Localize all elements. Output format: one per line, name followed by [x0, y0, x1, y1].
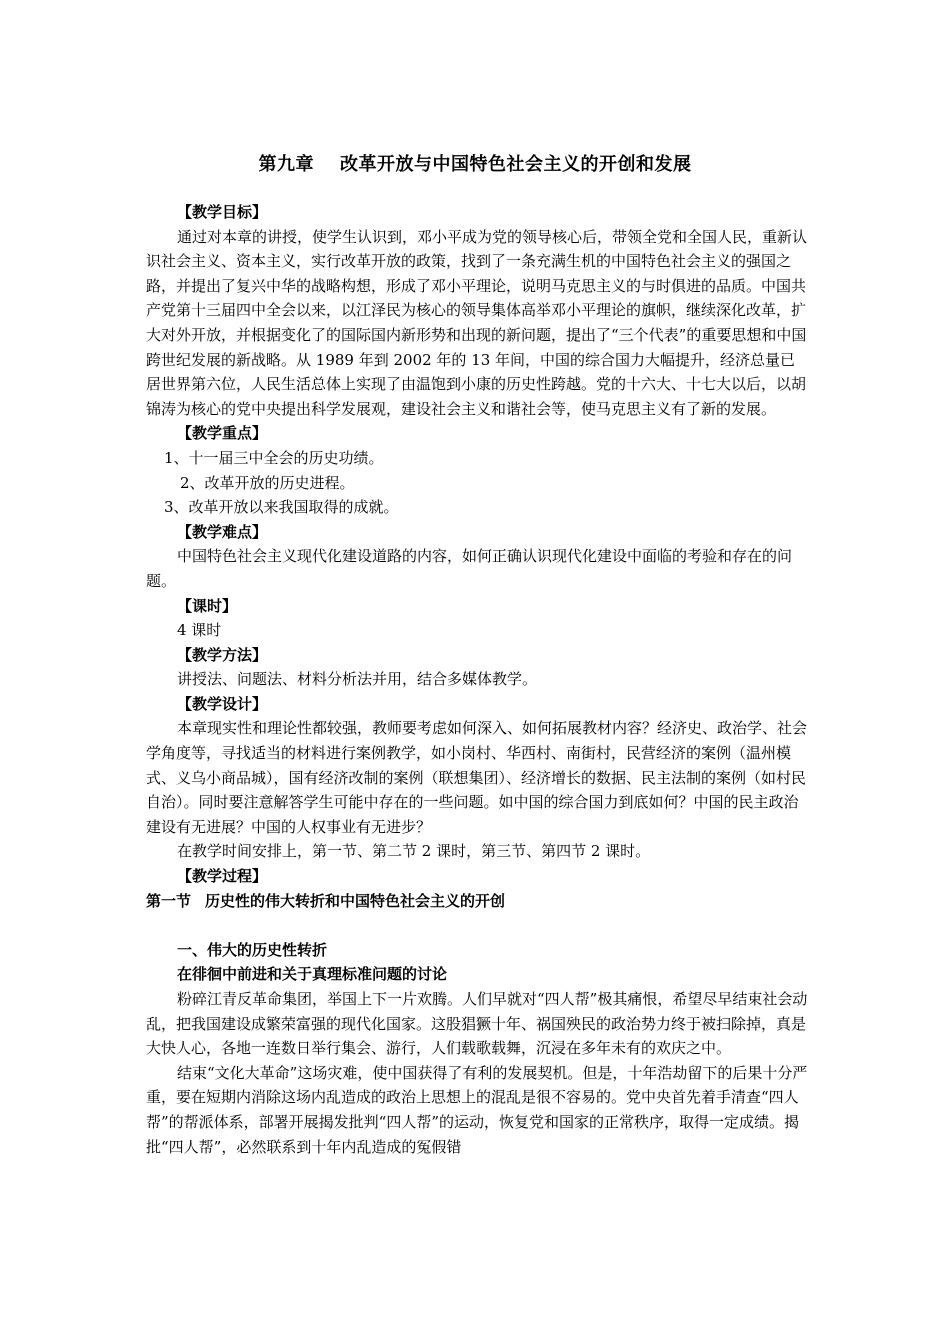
design-paragraph: 本章现实性和理论性都较强，教师要考虑如何深入、如何拓展教材内容？经济史、政治学、社会学角度等，寻找适当的材料进行案例教学，如小岗村、华西村、南街村，民营经济的案例（温州模式、义乌小商品城），国有经济改制的案例（联想集团）、经济增长的数据、民主法制的案例（如村民自治）。同时要注意解答学生可能中存在的一些问题。如中国的综合国力到底如何？中国的民主政治建设有无进展？中国的人权事业有无进步？ [146, 719, 808, 836]
key-point-item: 3、改革开放以来我国取得的成就。 [164, 498, 399, 517]
section-title [146, 889, 810, 914]
section-text: 历史性的伟大转折和中国特色社会主义的开创 [205, 891, 506, 910]
hours-text: 4 课时 [177, 621, 222, 640]
design-paragraph: 在教学时间安排上，第一节、第二节 2 课时，第三节、第四节 2 课时。 [177, 842, 651, 861]
part-heading: 一、伟大的历史性转折 [177, 940, 328, 959]
key-point-item: 2、改革开放的历史进程。 [180, 473, 355, 492]
part-subheading: 在徘徊中前进和关于真理标准问题的讨论 [177, 965, 448, 984]
blank-line [146, 913, 810, 938]
key-points-heading: 【教学重点】 [177, 424, 268, 443]
methods-heading: 【教学方法】 [177, 645, 268, 664]
methods-text: 讲授法、问题法、材料分析法并用，结合多媒体教学。 [177, 670, 538, 689]
body-paragraph: 结束“文化大革命”这场灾难，使中国获得了有利的发展契机。但是，十年浩劫留下的后果十分严重，要在短期内消除这场内乱造成的政治上思想上的混乱是很不容易的。党中央首先着手清查“四人帮”的帮派体系，部署开展揭发批判“四人帮”的运动，恢复党和国家的正常秩序，取得一定成绩。揭批“四人帮”，必然联系到十年内乱造成的冤假错 [146, 1063, 808, 1156]
section-label: 第一节 [146, 891, 192, 910]
difficulties-text: 中国特色社会主义现代化建设道路的内容，如何正确认识现代化建设中面临的考验和存在的问题。 [146, 547, 793, 590]
document-body [146, 200, 810, 1159]
key-point-item: 1、十一届三中全会的历史功绩。 [164, 448, 384, 467]
objectives-text: 通过对本章的讲授，使学生认识到，邓小平成为党的领导核心后，带领全党和全国人民，重新认识社会主义、资本主义，实行改革开放的政策，找到了一条充满生机的中国特色社会主义的强国之路，并提出了复兴中华的战略构想，形成了邓小平理论，说明马克思主义的与时俱进的品质。中国共产党第十三届四中全会以来，以江泽民为核心的领导集体高举邓小平理论的旗帜，继续深化改革，扩大对外开放，并根据变化了的国际国内新形势和出现的新问题，提出了“三个代表”的重要思想和中国跨世纪发展的新战略。从 1989 年到 2002 年的 13 年间，中国的综合国力大幅提升，经济总量已居世界第六位，人民生活总体上实现了由温饱到小康的历史性跨越。党的十六大、十七大以后，以胡锦涛为核心的党中央提出科学发展观，建设社会主义和谐社会等，使马克思主义有了新的发展。 [146, 227, 808, 418]
body-paragraph: 粉碎江青反革命集团，举国上下一片欢腾。人们早就对“四人帮”极其痛恨，希望尽早结束社会动乱，把我国建设成繁荣富强的现代化国家。这股猖獗十年、祸国殃民的政治势力终于被扫除掉，真是大快人心，各地一连数日举行集会、游行，人们载歌载舞，沉浸在多年未有的欢庆之中。 [146, 990, 808, 1058]
objectives-heading: 【教学目标】 [177, 203, 268, 221]
chapter-label: 第九章 [258, 154, 314, 175]
page-title [0, 150, 950, 176]
hours-heading: 【课时】 [177, 596, 238, 615]
difficulties-heading: 【教学难点】 [177, 522, 268, 541]
process-heading: 【教学过程】 [177, 867, 268, 886]
chapter-title: 改革开放与中国特色社会主义的开创和发展 [340, 154, 692, 175]
design-heading: 【教学设计】 [177, 694, 268, 713]
